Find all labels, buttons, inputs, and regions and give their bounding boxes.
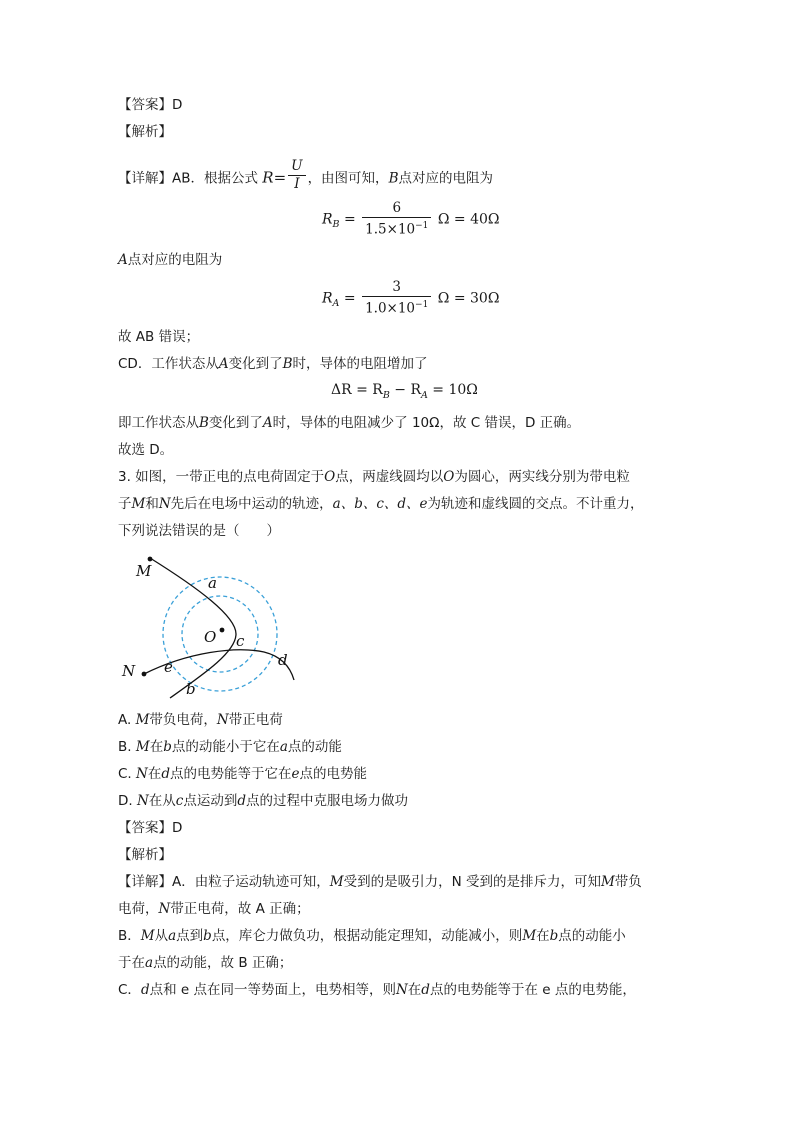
eq-den-base: 1.0×10: [365, 300, 416, 317]
q3-detail-a-line2: [118, 899, 310, 919]
line-choose: 故选 D。: [118, 442, 174, 458]
var-d: d: [161, 766, 170, 782]
detail-text: 点的电势能等于在 e 点的电势能，: [429, 982, 636, 998]
answer-value: D: [172, 97, 183, 113]
field-diagram: [118, 548, 308, 700]
detail-text: 点，库仑力做负功，根据动能定理知，动能减小，则: [211, 928, 523, 944]
line-text: 即工作状态从: [118, 415, 199, 431]
label-o: O: [204, 628, 217, 646]
option-text: 点的电势能等于它在: [169, 766, 292, 782]
formula-eq: =: [273, 168, 287, 187]
var-m: M: [135, 739, 150, 755]
detail-text: C．: [118, 982, 141, 998]
line-text: 时，导体的电阻增加了: [292, 356, 428, 372]
option-b: [118, 737, 342, 757]
var-n: N: [216, 712, 229, 728]
detail-text: AB．根据公式: [172, 170, 258, 187]
eq-rhs: Ω = 40Ω: [437, 211, 500, 228]
option-text: 在: [149, 739, 164, 755]
var-a: A: [218, 356, 229, 372]
detail-text: 点到: [176, 928, 204, 944]
option-c: [118, 764, 367, 784]
option-text: 点的电势能: [299, 766, 367, 782]
label-n: N: [122, 662, 136, 680]
var-e: e: [291, 766, 300, 782]
line-ab-wrong: 故 AB 错误；: [118, 329, 200, 345]
var-m: M: [135, 712, 150, 728]
detail-text: 在: [536, 928, 550, 944]
var-b: b: [549, 928, 559, 944]
var-n: N: [136, 766, 148, 782]
eq-sub: A: [332, 298, 340, 310]
label-m: M: [136, 562, 152, 580]
option-text: 带正电荷: [228, 712, 283, 728]
var-m: M: [522, 928, 537, 944]
eq-part: ΔR = R: [331, 382, 383, 398]
stem-text: 和: [145, 496, 159, 512]
eq-part: − R: [389, 382, 421, 398]
var-b: b: [203, 928, 212, 944]
var-n: N: [158, 901, 171, 917]
line-text: 变化到了: [208, 415, 263, 431]
point-o: [220, 628, 225, 633]
var-a: a: [168, 928, 177, 944]
var-m: M: [140, 928, 155, 944]
detail-text: 带负: [614, 874, 642, 890]
detail-text: B．: [118, 928, 141, 944]
eq-rhs: Ω = 30Ω: [437, 290, 500, 307]
formula-u: U: [291, 158, 303, 174]
stem-text: 3. 如图，一带正电的点电荷固定于: [118, 469, 325, 485]
q3-detail-c-line1: [118, 980, 636, 1000]
eq-den: [362, 296, 431, 318]
detail-text: 点的动能小: [558, 928, 626, 944]
line-text: CD．工作状态从: [118, 356, 219, 372]
detail-line: [118, 158, 493, 196]
option-a: [118, 710, 283, 730]
var-b: B: [282, 356, 293, 372]
var-b: b: [163, 739, 172, 755]
detail-text: 点的动能，故 B 正确；: [153, 955, 293, 971]
point-m: [148, 557, 153, 562]
detail-text: A．由粒子运动轨迹可知，: [172, 874, 330, 890]
eq-den-exp: −1: [415, 221, 429, 231]
label-e: e: [164, 658, 173, 676]
q3-detail-a-line1: [118, 872, 642, 892]
eq-num: 3: [392, 279, 401, 295]
stem-text: 为轨迹和虚线圆的交点。不计重力，: [427, 496, 644, 512]
option-text: 点运动到: [183, 793, 238, 809]
var-a: A: [262, 415, 273, 431]
line-cd: [118, 354, 428, 374]
var-d: d: [421, 982, 430, 998]
var-m: M: [600, 874, 615, 890]
option-text: 点的过程中克服电场力做功: [246, 793, 409, 809]
detail-text: 点对应的电阻为: [398, 170, 493, 187]
equation-rb: $R_B$ = $\frac{6}{1.5\times 10^{-1}}$ Ω = 40Ω: [322, 200, 500, 238]
rb-fraction: [362, 200, 431, 239]
stem-text: 先后在电场中运动的轨迹，: [170, 496, 333, 512]
eq-sub: A: [420, 389, 428, 401]
outer-dashed-circle: [163, 577, 277, 691]
q3-analysis-tag: 【解析】: [118, 847, 172, 863]
label-d: d: [278, 651, 288, 669]
eq-den: [362, 217, 431, 239]
formula-r: R: [262, 168, 274, 187]
answer-tag: 【答案】: [118, 820, 172, 836]
eq-part: = 10Ω: [427, 382, 478, 398]
eq-den-exp: −1: [415, 300, 429, 310]
var-n: N: [158, 496, 171, 512]
option-d: [118, 791, 408, 811]
line-text: 点对应的电阻为: [127, 252, 223, 268]
detail-text: 于在: [118, 955, 145, 971]
detail-text: ，由图可知，: [307, 170, 389, 187]
q3-detail-b-line2: [118, 953, 292, 973]
q3-stem-line2: [118, 494, 644, 514]
option-text: 在: [147, 766, 162, 782]
eq-symbol: R: [322, 290, 333, 307]
q3-answer-line: [118, 818, 182, 838]
eq-symbol: R: [322, 211, 333, 228]
stem-text: 为圆心，两实线分别为带电粒: [454, 469, 630, 485]
var-a: a: [145, 955, 154, 971]
eq-sub: B: [332, 219, 340, 231]
option-letter: B.: [118, 739, 136, 755]
q3-stem-line3: 下列说法错误的是（ ）: [118, 523, 280, 539]
eq-num: 6: [392, 200, 402, 216]
option-text: 点的动能小于它在: [171, 739, 280, 755]
answer-value: D: [172, 820, 183, 836]
detail-text: 受到的是吸引力，N 受到的是排斥力，可知: [343, 874, 601, 890]
var-c: c: [175, 793, 184, 809]
line-text: 时，导体的电阻减少了 10Ω，故 C 错误，D 正确。: [272, 415, 581, 431]
ra-fraction: [362, 279, 431, 318]
eq-den-base: 1.5×10: [365, 221, 416, 238]
var-a: A: [118, 252, 128, 268]
detail-text: 带正电荷，故 A 正确；: [170, 901, 310, 917]
var-b: B: [388, 170, 399, 187]
answer-line: [118, 95, 182, 115]
var-b: B: [199, 415, 209, 431]
label-a: a: [208, 574, 217, 592]
detail-text: 在: [407, 982, 422, 998]
q3-detail-b-line1: [118, 926, 626, 946]
label-c: c: [236, 632, 245, 650]
q3-stem-line1: [118, 467, 630, 487]
option-text: 点的动能: [287, 739, 342, 755]
answer-tag: 【答案】: [118, 97, 172, 113]
detail-tag: 【详解】: [118, 170, 172, 187]
label-b: b: [186, 680, 196, 698]
var-d: d: [140, 982, 150, 998]
stem-text: 点，两虚线圆均以: [335, 469, 444, 485]
var-d: d: [237, 793, 247, 809]
var-m: M: [329, 874, 344, 890]
var-n: N: [395, 982, 408, 998]
option-text: 在从: [148, 793, 176, 809]
var-a: a: [279, 739, 288, 755]
detail-text: 点和 e 点在同一等势面上，电势相等，则: [149, 982, 396, 998]
detail-text: 从: [154, 928, 169, 944]
formula-i: I: [288, 175, 305, 193]
option-letter: A.: [118, 712, 136, 728]
line-a-resistance: [118, 250, 222, 270]
equation-delta-r: [331, 382, 478, 401]
var-o: O: [443, 469, 455, 485]
line-reverse: [118, 413, 580, 433]
var-n: N: [136, 793, 149, 809]
var-o: O: [324, 469, 336, 485]
point-n: [142, 672, 147, 677]
detail-tag: 【详解】: [118, 874, 172, 890]
analysis-tag: 【解析】: [118, 124, 172, 140]
stem-text: 子: [118, 496, 132, 512]
equation-ra: $R_A$ = $\frac{3}{1.0\times 10^{-1}}$ Ω = 30Ω: [322, 279, 500, 317]
var-m: M: [131, 496, 146, 512]
eq-sub: B: [382, 389, 390, 401]
option-letter: C.: [118, 766, 137, 782]
option-letter: D.: [118, 793, 137, 809]
line-text: 变化到了: [228, 356, 283, 372]
detail-text: 电荷，: [118, 901, 159, 917]
ohm-law-fraction: [288, 158, 305, 193]
option-text: 带负电荷，: [149, 712, 217, 728]
stem-vars: a、b、c、d、e: [332, 496, 428, 512]
